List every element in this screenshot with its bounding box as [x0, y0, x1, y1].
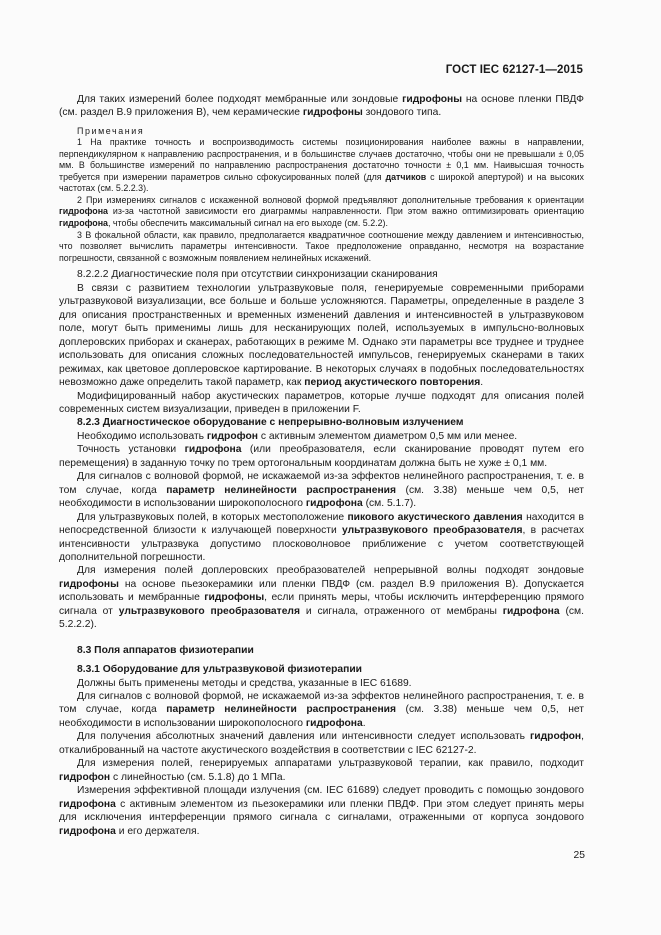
bold-term: гидрофоны: [59, 578, 119, 590]
text-run: 1 На практике точность и воспроизводимость системы позиционирования наиболее важны в направлении, перпендикулярном к направлению распространения, и в большинстве случаев достаточно, чтобы они не превышали ± 0,05 мм. В большинстве измерений по направлению распространения достаточно точности ± 0,1 мм. Наивысшая точность требуется при измерении параметров сильно сфокусированных полей (для: [59, 136, 584, 182]
bold-term: гидрофоны: [302, 107, 363, 119]
paragraph-8-2-3-b: [59, 443, 584, 470]
bold-term: параметр нелинейности распространения: [166, 704, 397, 716]
bold-term: гидрофон: [206, 430, 259, 442]
paragraph-8-3-1-a: [59, 677, 584, 690]
bold-term: гидрофона: [305, 498, 363, 510]
note-2: [59, 195, 584, 230]
text-run: Точность установки: [77, 444, 185, 456]
bold-term: параметр нелинейности распространения: [166, 484, 397, 496]
text-run: зондового типа.: [362, 107, 442, 119]
bold-term: период акустического повторения: [304, 377, 481, 389]
text-run: с линейностью (см. 5.1.8) до 1 МПа.: [110, 771, 286, 783]
text-run: и сигнала, отраженного от мембраны: [299, 605, 503, 617]
text-run: на основе пленки ПВДФ (см. раздел В.9 приложения В), чем керамические: [59, 94, 584, 119]
text-run: , откалиброванный на частоте акустического воздействия в соответствии с IEC 62127-2.: [59, 731, 584, 756]
paragraph-8-3-1-b: [59, 690, 584, 730]
text-run: с активным элементом диаметром 0,5 мм или менее.: [258, 430, 518, 442]
text-run: Для измерения полей доплеровских преобразователей непрерывной волны подходят зондовые: [77, 565, 584, 577]
bold-term: пикового акустического давления: [347, 511, 523, 523]
text-run: из-за частотной зависимости его диаграммы направленности. При этом важно оптимизировать ориентацию: [108, 206, 584, 217]
bold-term: гидрофоны: [402, 94, 463, 105]
text-run: Необходимо использовать: [77, 430, 207, 442]
bold-term: гидрофона: [59, 825, 116, 837]
text-run: и его держателя.: [115, 825, 200, 837]
text-run: 3 В фокальной области, как правило, предполагается квадратичное соотношение между давлением и интенсивностью, что позволяет вычислить параметры интенсивности. Такое предположение оправданно, несмотря на возрастание погрешности, связанной с возможным появлением нелинейных искажений.: [59, 229, 584, 263]
heading-8-3-1: 8.3.1 Оборудование для ультразвуковой физиотерапии: [77, 664, 363, 676]
bold-term: датчиков: [385, 171, 427, 182]
text-run: , если принять меры, чтобы исключить интерференцию прямого сигнала от: [59, 592, 585, 617]
bold-term: ультразвукового преобразователя: [118, 605, 300, 617]
paragraph-8-2-3-e: [59, 564, 584, 631]
text-run: (см. 5.2.2.2).: [59, 605, 584, 631]
text-run: на основе пьезокерамики или пленки ПВДФ (см. раздел В.9 приложения В). Допускается использовать и мембранные: [59, 578, 584, 604]
text-run: (см. 5.1.7).: [362, 498, 417, 510]
text-run: находится в непосредственной близости к излучающей поверхности: [59, 511, 584, 537]
heading-8-2-2-2: 8.2.2.2 Диагностические поля при отсутствии синхронизации сканирования: [77, 269, 438, 281]
text-run: .: [362, 717, 366, 729]
text-run: с широкой апертурой) и на высоких частотах (см. 5.2.2.3).: [59, 171, 584, 194]
paragraph-8-2-2-2-b: [59, 390, 584, 417]
paragraph-8-2-2-2-a: [59, 282, 584, 390]
text-run: Измерения эффективной площади излучения (см. IEC 61689) следует проводить с помощью зондового: [77, 785, 584, 797]
text-run: В связи с развитием технологии ультразвуковые поля, генерируемые современными приборами ультразвуковой визуализации, все больше и больше усложняются. Параметры, определенные в разделе 3 для описания пространственных и временных изменений давления и интенсивностей в ультразвуковом поле, могут быть применимы лишь для несканирующих полей, используемых в импульсно-волновых доплеровских приборах и сканерах, работающих в режиме М. Однако эти параметры все труднее и труднее использовать для описания сложных последовательностей импульсов, генерируемых сканерами в таких режимах, как цветовое доплеровское картирование. В некоторых случаях в подобных последовательностях невозможно даже определить такой параметр, как: [59, 282, 584, 389]
bold-term: гидрофона: [59, 798, 116, 810]
paragraph-8-3-1-e: [59, 784, 584, 838]
text-run: (см. 3.38) меньше чем 0,5, нет необходимости в использовании широкополосного: [59, 704, 584, 729]
paragraph-intro: [59, 93, 584, 120]
bold-term: гидрофоны: [204, 592, 265, 604]
text-run: Для сигналов с волновой формой, не искажаемой из-за эффектов нелинейного распространения, т. е. в том случае, когда: [59, 471, 584, 496]
text-run: Должны быть применены методы и средства, указанные в IEC 61689.: [77, 677, 412, 689]
note-3: [59, 230, 584, 265]
text-run: Для таких измерений более подходят мембранные или зондовые: [77, 94, 403, 105]
bold-term: гидрофон: [59, 771, 111, 783]
text-run: (или преобразователя, если сканирование проводят путем его перемещения) в заданную точку по трем ортогональным координатам должна быть не хуже ± 0,1 мм.: [59, 444, 584, 469]
text-run: Для сигналов с волновой формой, не искажаемой из-за эффектов нелинейного распространения, т. е. в том случае, когда: [59, 691, 584, 716]
text-run: (см. 3.38) меньше чем 0,5, нет необходимости в использовании широкополосного: [59, 484, 584, 510]
bold-term: гидрофона: [305, 717, 363, 729]
note-1: [59, 137, 584, 195]
bold-term: гидрофона: [59, 206, 108, 217]
paragraph-8-3-1-c: [59, 730, 584, 757]
text-run: Для получения абсолютных значений давления или интенсивности следует использовать: [77, 731, 530, 743]
text-run: , в расчетах интенсивности ультразвука допустимо плосковолновое приближение с учетом соответствующей дополнительной погрешности.: [59, 525, 584, 563]
text-run: 2 При измерениях сигналов с искаженной волновой формой предъявляют дополнительные требования к ориентации: [77, 194, 584, 205]
text-run: , чтобы обеспечить максимальный сигнал на его выходе (см. 5.2.2).: [108, 218, 388, 229]
standard-code-header: ГОСТ IEC 62127-1—2015: [445, 64, 583, 76]
text-run: Для измерения полей, генерируемых аппаратами ультразвуковой терапии, как правило, подходит: [77, 758, 584, 770]
paragraph-8-3-1-d: [59, 757, 584, 784]
heading-8-2-3: 8.2.3 Диагностическое оборудование с непрерывно-волновым излучением: [77, 417, 464, 429]
paragraph-8-2-3-d: [59, 511, 584, 565]
text-run: Модифицированный набор акустических параметров, которые лучше подходят для описания полей современных систем визуализации, приведен в приложении F.: [59, 390, 584, 415]
paragraph-8-2-3-c: [59, 470, 584, 510]
bold-term: гидрофона: [184, 444, 242, 456]
bold-term: ультразвукового преобразователя: [341, 525, 523, 537]
bold-term: гидрофон: [530, 731, 582, 743]
text-run: с активным элементом из пьезокерамики или пленки ПВДФ. При этом следует принять меры для исключения интерференции прямого сигнала с сигналами, отраженными от корпуса зондового: [59, 798, 584, 824]
paragraph-8-2-3-a: [59, 430, 584, 443]
page-content: [59, 93, 584, 838]
bold-term: гидрофона: [502, 605, 560, 617]
bold-term: гидрофона: [59, 218, 108, 229]
notes-title: Примечания: [77, 125, 145, 136]
heading-8-3: 8.3 Поля аппаратов физиотерапии: [77, 644, 254, 656]
text-run: .: [480, 377, 484, 389]
page-number: 25: [573, 850, 585, 861]
text-run: Для ультразвуковых полей, в которых местоположение: [77, 511, 348, 523]
